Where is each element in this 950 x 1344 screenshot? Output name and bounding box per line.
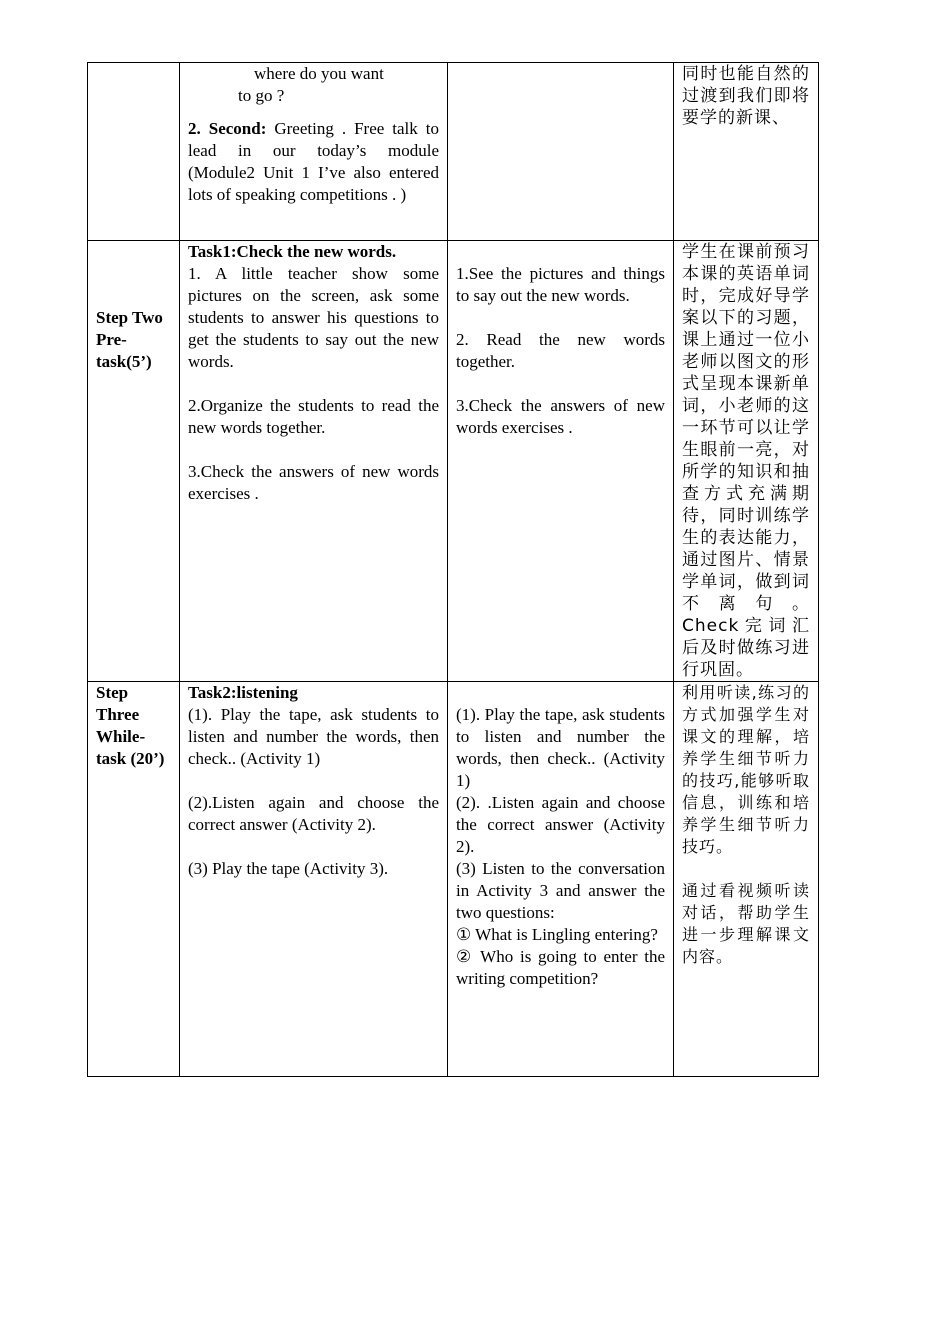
activity-paragraph: 3.Check the answers of new words exercises . [188, 462, 439, 503]
activity-paragraph: 1.See the pictures and things to say out the new words. [456, 264, 665, 305]
activity-paragraph: (1). Play the tape, ask students to listen and number the words, then check.. (Activity 1) [188, 705, 439, 768]
student-activity-cell [448, 241, 674, 682]
activity-paragraph: (2).Listen again and choose the correct answer (Activity 2). [188, 793, 439, 834]
purpose-cell: 学生在课前预习本课的英语单词时，完成好导学案以下的习题，课上通过一位小老师以图文的形式呈现本课新单词，小老师的这一环节可以让学生眼前一亮，对所学的知识和抽查方式充满期待，同时训练学生的表达能力，通过图片、情景学单词，做到词不离句。Check完词汇后及时做练习进行巩固。 [674, 241, 819, 682]
step-cell: Step Two Pre-task(5’) [88, 241, 180, 682]
student-activity-cell [448, 682, 674, 1077]
task-title: Task2:listening [188, 683, 298, 702]
purpose-cell [674, 682, 819, 1077]
question-item: ① What is Lingling entering? [456, 925, 658, 944]
question-item: ② Who is going to enter the writing competition? [456, 947, 665, 988]
activity-paragraph: (3) Play the tape (Activity 3). [188, 859, 389, 878]
second-label: 2. Second: [188, 119, 267, 138]
activity-paragraph: (1). Play the tape, ask students to listen and number the words, then check.. (Activity 1) [456, 705, 665, 790]
purpose-paragraph: 通过看视频听读对话，帮助学生进一步理解课文内容。 [682, 881, 810, 966]
question-line: where do you want [254, 64, 384, 83]
teacher-activity-cell [180, 241, 448, 682]
second-text: Greeting . Free talk to lead in our today’s module (Module2 Unit 1 I’ve also entered lots of speaking competitions . ) [188, 119, 439, 204]
activity-paragraph: (3) Listen to the conversation in Activity 3 and answer the two questions: [456, 859, 665, 922]
activity-paragraph: 2.Organize the students to read the new words together. [188, 396, 439, 437]
teacher-activity-cell [180, 63, 448, 241]
step-cell: Step Three While-task (20’) [88, 682, 180, 1077]
table-row [88, 241, 819, 682]
table-row [88, 682, 819, 1077]
table-row [88, 63, 819, 241]
question-line: to go ? [238, 86, 285, 105]
second-step-paragraph [188, 107, 439, 206]
teacher-activity-cell [180, 682, 448, 1077]
activity-paragraph: 2. Read the new words together. [456, 330, 665, 371]
activity-paragraph: 1. A little teacher show some pictures on the screen, ask some students to answer his questions to get the students to say out the new words. [188, 264, 439, 371]
student-activity-cell [448, 63, 674, 241]
purpose-paragraph: 利用听读,练习的方式加强学生对课文的理解，培养学生细节听力的技巧,能够听取信息，训练和培养学生细节听力技巧。 [682, 683, 810, 856]
purpose-cell: 同时也能自然的过渡到我们即将要学的新课、 [674, 63, 819, 241]
activity-paragraph: (2). .Listen again and choose the correct answer (Activity 2). [456, 793, 665, 856]
activity-paragraph: 3.Check the answers of new words exercises . [456, 396, 665, 437]
lesson-plan-table [87, 62, 819, 1077]
task-title: Task1:Check the new words. [188, 242, 397, 261]
step-cell [88, 63, 180, 241]
